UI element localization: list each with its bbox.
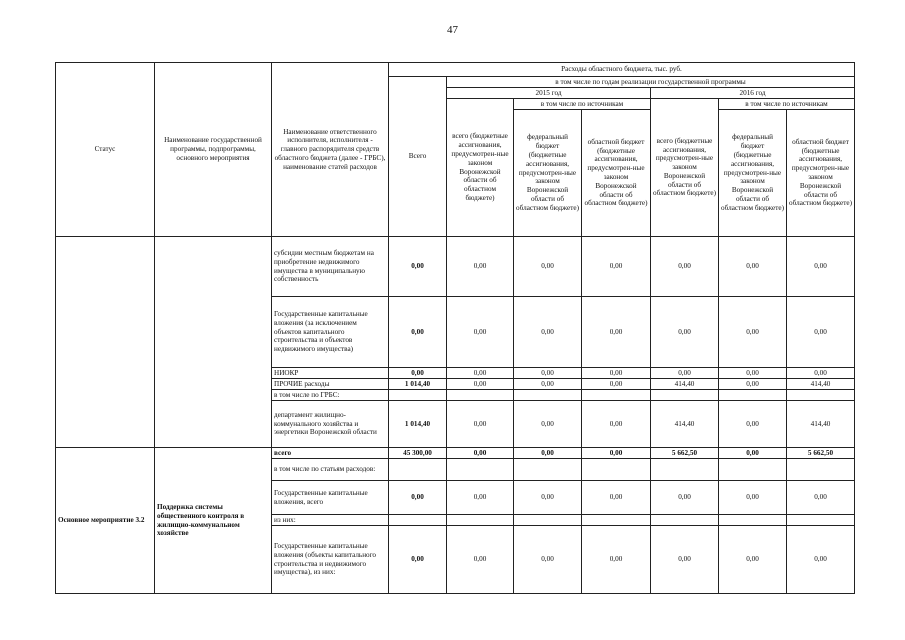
col-total-2016: всего (бюджетные ассигнования, предусмотрен-ные законом Воронежской области об областном бюджете) xyxy=(651,99,719,237)
row-total xyxy=(389,390,447,401)
cell-2016-total: 414,40 xyxy=(651,379,719,390)
cell-2016-regional: 0,00 xyxy=(787,237,855,297)
executor-header: Наименование ответственного исполнителя, исполнителя - главного распорядителя средств областного бюджета (далее - ГРБС), наименование статей расходов xyxy=(272,63,389,237)
cell-2016-regional: 0,00 xyxy=(787,481,855,515)
status-cell-empty xyxy=(56,379,155,390)
cell-2016-total: 414,40 xyxy=(651,401,719,448)
row-total: 1 014,40 xyxy=(389,401,447,448)
row-label: всего xyxy=(272,448,389,459)
cell-2016-federal: 0,00 xyxy=(719,526,787,594)
row-label: в том числе по ГРБС: xyxy=(272,390,389,401)
cell-2015-regional xyxy=(582,515,651,526)
cell-2015-federal xyxy=(514,515,582,526)
cell-2015-federal xyxy=(514,459,582,481)
page-number: 47 xyxy=(447,24,458,36)
by-sources-2016: в том числе по источникам xyxy=(719,99,855,110)
table-row xyxy=(56,297,855,368)
program-cell-empty xyxy=(155,368,272,379)
cell-2016-total xyxy=(651,459,719,481)
cell-2015-federal: 0,00 xyxy=(514,368,582,379)
cell-2015-total: 0,00 xyxy=(447,379,514,390)
cell-2015-regional xyxy=(582,459,651,481)
row-total xyxy=(389,515,447,526)
row-total: 0,00 xyxy=(389,297,447,368)
cell-2015-total xyxy=(447,390,514,401)
activity-status: Основное мероприятие 3.2 xyxy=(56,448,155,594)
row-total: 0,00 xyxy=(389,481,447,515)
cell-2015-federal xyxy=(514,390,582,401)
cell-2015-regional: 0,00 xyxy=(582,368,651,379)
cell-2015-regional: 0,00 xyxy=(582,448,651,459)
row-label: Государственные капитальные вложения, всего xyxy=(272,481,389,515)
row-total: 1 014,40 xyxy=(389,379,447,390)
table-row xyxy=(56,390,855,401)
program-cell-empty xyxy=(155,379,272,390)
cell-2016-total: 0,00 xyxy=(651,297,719,368)
cell-2016-regional: 0,00 xyxy=(787,368,855,379)
cell-2015-regional: 0,00 xyxy=(582,481,651,515)
status-cell-empty xyxy=(56,390,155,401)
cell-2015-federal: 0,00 xyxy=(514,237,582,297)
row-label: из них: xyxy=(272,515,389,526)
row-label: субсидии местным бюджетам на приобретение недвижимого имущества в муниципальную собственность xyxy=(272,237,389,297)
by-sources-2015: в том числе по источникам xyxy=(514,99,651,110)
cell-2016-regional: 0,00 xyxy=(787,526,855,594)
row-total xyxy=(389,459,447,481)
table-row xyxy=(56,368,855,379)
cell-2015-total: 0,00 xyxy=(447,297,514,368)
cell-2015-federal: 0,00 xyxy=(514,526,582,594)
cell-2015-regional xyxy=(582,390,651,401)
cell-2016-federal: 0,00 xyxy=(719,297,787,368)
year-2015-header: 2015 год xyxy=(447,88,651,99)
cell-2016-federal xyxy=(719,459,787,481)
cell-2015-total: 0,00 xyxy=(447,368,514,379)
cell-2015-total xyxy=(447,515,514,526)
program-cell-empty xyxy=(155,401,272,448)
cell-2016-total: 0,00 xyxy=(651,526,719,594)
budget-table xyxy=(55,62,855,594)
cell-2016-federal xyxy=(719,390,787,401)
row-label: департамент жилищно-коммунального хозяйства и энергетики Воронежской области xyxy=(272,401,389,448)
cell-2015-total: 0,00 xyxy=(447,481,514,515)
cell-2015-regional: 0,00 xyxy=(582,526,651,594)
row-label: Государственные капитальные вложения (объекты капитального строительства и недвижимого имущества), из них: xyxy=(272,526,389,594)
row-total: 0,00 xyxy=(389,368,447,379)
program-cell-empty xyxy=(155,390,272,401)
cell-2015-regional: 0,00 xyxy=(582,297,651,368)
cell-2015-federal: 0,00 xyxy=(514,401,582,448)
cell-2016-total: 0,00 xyxy=(651,481,719,515)
by-years-header: в том числе по годам реализации государственной программы xyxy=(447,77,855,88)
row-total: 0,00 xyxy=(389,237,447,297)
col-federal-2016: федеральный бюджет (бюджетные ассигнования, предусмотрен-ные законом Воронежской области об областном бюджете) xyxy=(719,110,787,237)
cell-2016-regional xyxy=(787,390,855,401)
col-federal-2015: федеральный бюджет (бюджетные ассигнования, предусмотрен-ные законом Воронежской области об областном бюджете) xyxy=(514,110,582,237)
cell-2016-federal: 0,00 xyxy=(719,481,787,515)
status-cell-empty xyxy=(56,237,155,297)
row-label: в том числе по статьям расходов: xyxy=(272,459,389,481)
cell-2015-regional: 0,00 xyxy=(582,401,651,448)
cell-2015-federal: 0,00 xyxy=(514,297,582,368)
table-row xyxy=(56,448,855,459)
status-header: Статус xyxy=(56,63,155,237)
cell-2016-federal: 0,00 xyxy=(719,448,787,459)
cell-2016-federal: 0,00 xyxy=(719,237,787,297)
cell-2016-federal: 0,00 xyxy=(719,368,787,379)
cell-2015-total: 0,00 xyxy=(447,448,514,459)
status-cell-empty xyxy=(56,401,155,448)
cell-2015-federal: 0,00 xyxy=(514,481,582,515)
table-row xyxy=(56,237,855,297)
cell-2015-total: 0,00 xyxy=(447,237,514,297)
table-row xyxy=(56,401,855,448)
cell-2016-total: 0,00 xyxy=(651,237,719,297)
expenses-header: Расходы областного бюджета, тыс. руб. xyxy=(389,63,855,77)
year-2016-header: 2016 год xyxy=(651,88,855,99)
cell-2015-federal: 0,00 xyxy=(514,448,582,459)
table-row xyxy=(56,379,855,390)
cell-2016-total: 5 662,50 xyxy=(651,448,719,459)
cell-2016-regional: 0,00 xyxy=(787,297,855,368)
cell-2015-regional: 0,00 xyxy=(582,237,651,297)
row-total: 45 300,00 xyxy=(389,448,447,459)
cell-2016-regional: 414,40 xyxy=(787,401,855,448)
cell-2016-regional: 414,40 xyxy=(787,379,855,390)
cell-2015-total: 0,00 xyxy=(447,526,514,594)
activity-name: Поддержка системы общественного контроля в жилищно-коммунальном хозяйстве xyxy=(155,448,272,594)
cell-2015-federal: 0,00 xyxy=(514,379,582,390)
status-cell-empty xyxy=(56,297,155,368)
cell-2016-regional xyxy=(787,459,855,481)
status-cell-empty xyxy=(56,368,155,379)
col-regional-2016: областной бюджет (бюджетные ассигнования, предусмотрен-ные законом Воронежской области об областном бюджете) xyxy=(787,110,855,237)
cell-2016-regional: 5 662,50 xyxy=(787,448,855,459)
cell-2016-federal: 0,00 xyxy=(719,401,787,448)
row-label: ПРОЧИЕ расходы xyxy=(272,379,389,390)
cell-2016-total xyxy=(651,390,719,401)
program-cell-empty xyxy=(155,297,272,368)
cell-2016-federal xyxy=(719,515,787,526)
cell-2016-regional xyxy=(787,515,855,526)
program-name-header: Наименование государственной программы, подпрограммы, основного мероприятия xyxy=(155,63,272,237)
col-total-2015: всего (бюджетные ассигнования, предусмотрен-ные законом Воронежской области об областном бюджете) xyxy=(447,99,514,237)
cell-2015-total: 0,00 xyxy=(447,401,514,448)
cell-2016-federal: 0,00 xyxy=(719,379,787,390)
col-regional-2015: областной бюджет (бюджетные ассигнования, предусмотрен-ные законом Воронежской области об областном бюджете) xyxy=(582,110,651,237)
cell-2016-total: 0,00 xyxy=(651,368,719,379)
row-label: НИОКР xyxy=(272,368,389,379)
total-header: Всего xyxy=(389,77,447,237)
cell-2016-total xyxy=(651,515,719,526)
row-label: Государственные капитальные вложения (за исключением объектов капитального строительства и объектов недвижимого имущества) xyxy=(272,297,389,368)
cell-2015-total xyxy=(447,459,514,481)
cell-2015-regional: 0,00 xyxy=(582,379,651,390)
program-cell-empty xyxy=(155,237,272,297)
row-total: 0,00 xyxy=(389,526,447,594)
